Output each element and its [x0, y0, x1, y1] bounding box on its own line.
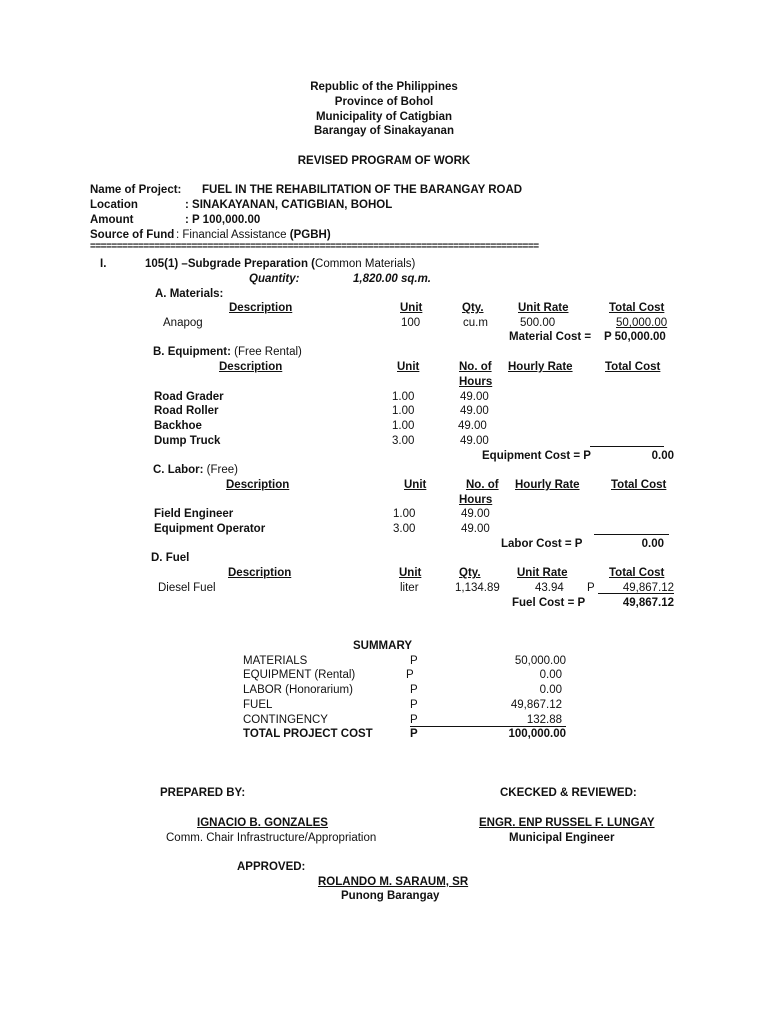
summary-total-peso: P: [410, 728, 418, 740]
fuel-col-total-cost: Total Cost: [609, 567, 665, 579]
labor-heading-note: (Free): [206, 464, 238, 476]
equipment-col-hours: Hours: [459, 376, 493, 388]
materials-col-unit-rate: Unit Rate: [518, 302, 569, 314]
equipment-cost-label: Equipment Cost = P: [482, 450, 591, 462]
equipment-row-hours: 49.00: [460, 405, 489, 417]
equipment-col-description: Description: [219, 361, 283, 373]
header-barangay: Barangay of Sinakayanan: [314, 125, 454, 137]
labor-col-no-of: No. of: [466, 479, 499, 491]
equipment-cost-value: 0.00: [651, 450, 674, 462]
item-title-main: 105(1) –Subgrade Preparation: [145, 258, 312, 270]
labor-col-description: Description: [226, 479, 290, 491]
equipment-row-hours: 49.00: [460, 391, 489, 403]
fuel-cost-value: 49,867.12: [622, 597, 674, 609]
summary-row-peso: P: [410, 699, 418, 711]
summary-total-label: TOTAL PROJECT COST: [243, 728, 373, 740]
approved-label: APPROVED:: [237, 861, 306, 873]
quantity-value: 1,820.00 sq.m.: [353, 273, 431, 285]
material-description: Anapog: [163, 317, 203, 329]
quantity-label: Quantity:: [249, 273, 300, 285]
header-republic: Republic of the Philippines: [310, 81, 458, 93]
labor-row-hours: 49.00: [461, 508, 490, 520]
labor-cost-value: 0.00: [641, 538, 664, 550]
equipment-col-total-cost: Total Cost: [605, 361, 661, 373]
document-title: REVISED PROGRAM OF WORK: [297, 155, 471, 167]
labor-row-unit: 3.00: [393, 523, 416, 535]
materials-col-unit: Unit: [400, 302, 423, 314]
materials-heading: A. Materials:: [155, 288, 224, 300]
equipment-heading-note: (Free Rental): [234, 346, 302, 358]
location-value: : SINAKAYANAN, CATIGBIAN, BOHOL: [185, 199, 393, 211]
fuel-col-unit: Unit: [399, 567, 422, 579]
equipment-col-no-of: No. of: [459, 361, 492, 373]
summary-row-value: 132.88: [526, 714, 562, 726]
labor-heading: [153, 463, 238, 477]
fuel-total-cost: 49,867.12: [622, 582, 674, 594]
equipment-col-unit: Unit: [397, 361, 420, 373]
materials-col-description: Description: [229, 302, 293, 314]
labor-row-description: Field Engineer: [154, 508, 234, 520]
summary-row-label: EQUIPMENT (Rental): [243, 669, 356, 681]
checked-by-name: ENGR. ENP RUSSEL F. LUNGAY: [479, 817, 655, 829]
materials-col-total-cost: Total Cost: [609, 302, 665, 314]
equipment-row-description: Dump Truck: [154, 435, 221, 447]
summary-row-peso: P: [410, 655, 418, 667]
equipment-row-description: Road Grader: [154, 391, 224, 403]
fuel-peso-sign: P: [587, 582, 595, 594]
labor-total-rule: [594, 534, 669, 535]
equipment-total-rule: [590, 446, 664, 447]
equipment-row-hours: 49.00: [458, 420, 487, 432]
labor-col-hours: Hours: [459, 494, 493, 506]
summary-row-label: FUEL: [243, 699, 273, 711]
fuel-unit-rate: 43.94: [535, 582, 564, 594]
equipment-row-unit: 1.00: [392, 420, 415, 432]
labor-col-unit: Unit: [404, 479, 427, 491]
separator-line: ====================================================================================: [90, 241, 539, 252]
amount-label: Amount: [90, 214, 134, 226]
prepared-by-title: Comm. Chair Infrastructure/Appropriation: [166, 832, 377, 844]
project-name-value: FUEL IN THE REHABILITATION OF THE BARANGAY ROAD: [202, 184, 523, 196]
labor-heading-main: C. Labor:: [153, 464, 207, 476]
equipment-row-description: Backhoe: [154, 420, 202, 432]
labor-row-description: Equipment Operator: [154, 523, 266, 535]
project-name-label: Name of Project:: [90, 184, 182, 196]
labor-col-hourly-rate: Hourly Rate: [515, 479, 580, 491]
material-qty: cu.m: [463, 317, 488, 329]
amount-value: : P 100,000.00: [185, 214, 261, 226]
summary-row-value: 0.00: [539, 669, 562, 681]
material-unit: 100: [401, 317, 421, 329]
labor-cost-label: Labor Cost = P: [501, 538, 583, 550]
material-total-cost: 50,000.00: [616, 317, 668, 329]
fund-value-text: : Financial Assistance: [176, 229, 290, 241]
fuel-col-description: Description: [228, 567, 292, 579]
summary-row-value: 0.00: [539, 684, 562, 696]
summary-row-label: CONTINGENCY: [243, 714, 328, 726]
summary-row-value: 49,867.12: [510, 699, 562, 711]
fuel-total-rule: [598, 593, 674, 594]
fuel-description: Diesel Fuel: [158, 582, 216, 594]
material-cost-value: P 50,000.00: [604, 331, 666, 343]
checked-by-title: Municipal Engineer: [509, 832, 615, 844]
fund-label: Source of Fund: [90, 229, 175, 241]
prepared-by-label: PREPARED BY:: [160, 787, 246, 799]
location-label: Location: [90, 199, 138, 211]
summary-row-label: MATERIALS: [243, 655, 308, 667]
summary-row-peso: P: [410, 684, 418, 696]
fuel-col-qty: Qty.: [459, 567, 481, 579]
equipment-heading: [153, 345, 302, 359]
labor-row-hours: 49.00: [461, 523, 490, 535]
item-title: [145, 257, 415, 271]
approved-by-title: Punong Barangay: [341, 890, 440, 902]
fuel-heading: D. Fuel: [151, 552, 190, 564]
fuel-qty: 1,134.89: [455, 582, 500, 594]
fuel-cost-label: Fuel Cost = P: [512, 597, 586, 609]
checked-reviewed-label: CKECKED & REVIEWED:: [500, 787, 637, 799]
labor-col-total-cost: Total Cost: [611, 479, 667, 491]
summary-row-peso: P: [410, 714, 418, 726]
equipment-row-unit: 1.00: [392, 391, 415, 403]
material-unit-rate: 500.00: [520, 317, 556, 329]
fund-value-code: (PGBH): [289, 229, 331, 241]
equipment-row-unit: 3.00: [392, 435, 415, 447]
material-cost-label: Material Cost =: [509, 331, 592, 343]
summary-row-label: LABOR (Honorarium): [243, 684, 353, 696]
approved-by-name: ROLANDO M. SARAUM, SR: [318, 876, 469, 888]
summary-row-value: 50,000.00: [514, 655, 566, 667]
item-number: I.: [100, 258, 107, 270]
labor-row-unit: 1.00: [393, 508, 416, 520]
equipment-col-hourly-rate: Hourly Rate: [508, 361, 573, 373]
fuel-unit: liter: [400, 582, 419, 594]
summary-row-peso: P: [406, 669, 414, 681]
equipment-heading-main: B. Equipment:: [153, 346, 235, 358]
materials-col-qty: Qty.: [462, 302, 484, 314]
fuel-col-unit-rate: Unit Rate: [517, 567, 568, 579]
header-province: Province of Bohol: [334, 96, 434, 108]
equipment-row-description: Road Roller: [154, 405, 219, 417]
item-title-paren: (: [311, 258, 316, 270]
summary-total-value: 100,000.00: [508, 728, 566, 740]
equipment-row-hours: 49.00: [460, 435, 489, 447]
equipment-row-unit: 1.00: [392, 405, 415, 417]
item-title-sub: Common Materials): [315, 258, 416, 270]
summary-title: SUMMARY: [353, 640, 412, 652]
header-municipality: Municipality of Catigbian: [315, 111, 453, 123]
prepared-by-name: IGNACIO B. GONZALES: [197, 817, 328, 829]
